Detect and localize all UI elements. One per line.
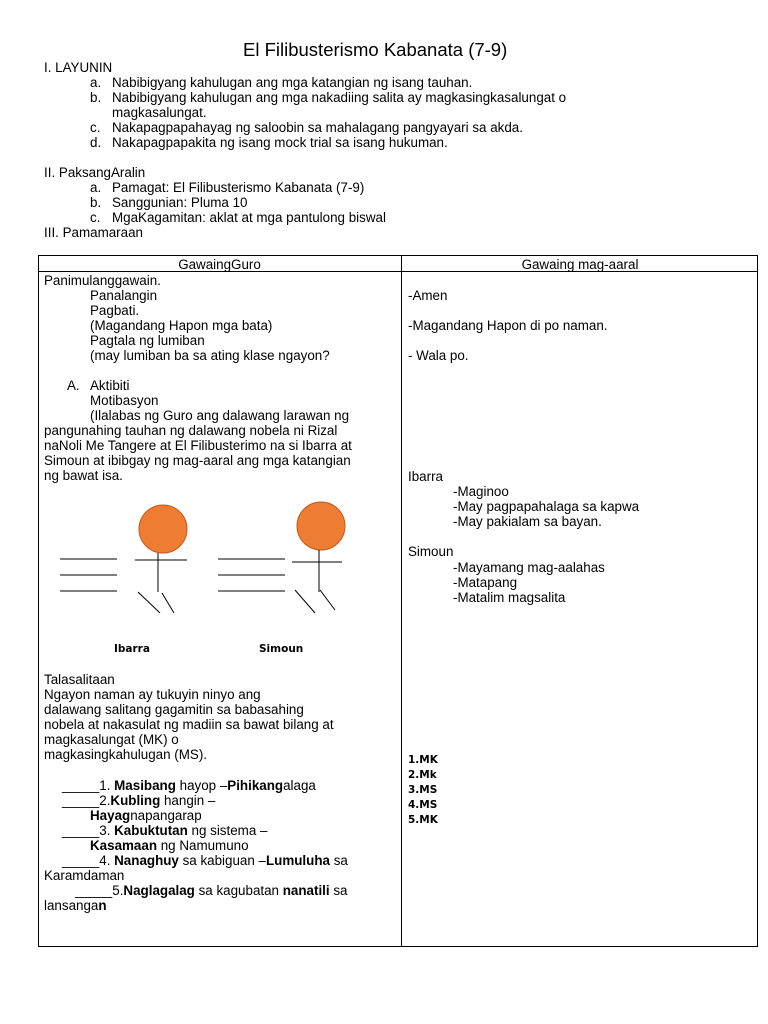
ibarra-head	[139, 505, 187, 553]
emphasized-word: nanatili	[282, 883, 330, 898]
table-header-teacher: GawaingGuro	[178, 257, 261, 272]
vocabulary-instr-3: nobela at nakasulat ng madiin sa bawat bilang at	[44, 717, 334, 732]
vocab-item-4-cont: Karamdaman	[44, 868, 125, 883]
objective-d-marker: d.	[90, 135, 102, 150]
prayer-step: Panalangin	[90, 288, 158, 303]
student-amen: -Amen	[408, 288, 448, 303]
simoun-trait-3: -Matalim magsalita	[453, 590, 566, 605]
table-column-divider	[401, 255, 402, 947]
subject-a-marker: a.	[90, 180, 102, 195]
vocab-item-2	[62, 793, 215, 808]
answer-5: 5.MK	[408, 814, 438, 826]
ibarra-heading: Ibarra	[408, 469, 443, 484]
instruction-line-2: pangunahing tauhan ng dalawang nobela ni Rizal	[44, 423, 338, 438]
emphasized-word: Masibang	[114, 778, 176, 793]
item-text: napangarap	[130, 808, 202, 823]
item-text: hangin –	[160, 793, 216, 808]
item-text-end: n	[98, 898, 107, 913]
objective-a: Nabibigyang kahulugan ang mga katangian ng isang tauhan.	[112, 75, 473, 90]
subject-a: Pamagat: El Filibusterismo Kabanata (7-9)	[112, 180, 365, 195]
emphasized-word: Hayag	[90, 808, 131, 823]
instruction-line-3: naNoli Me Tangere at El Filibusterimo na si Ibarra at	[44, 438, 352, 453]
vocab-item-5-cont	[44, 898, 107, 913]
ibarra-trait-1: -Maginoo	[453, 484, 509, 499]
motivation-heading: Motibasyon	[90, 393, 159, 408]
objective-b: Nabibigyang kahulugan ang mga nakadiing salita ay magkasingkasalungat o	[112, 90, 567, 105]
vocabulary-instr-5: magkasingkahulugan (MS).	[44, 747, 208, 762]
subject-c: MgaKagamitan: aklat at mga pantulong biswal	[112, 210, 386, 225]
emphasized-word: Kabuktutan	[114, 823, 188, 838]
item-text: ng Namumuno	[157, 838, 249, 853]
item-number: 1.	[99, 778, 115, 793]
ibarra-figure	[60, 505, 187, 613]
character-figures	[55, 500, 355, 625]
vocabulary-instr-4: magkasalungat (MK) o	[44, 732, 179, 747]
teacher-greeting: (Magandang Hapon mga bata)	[90, 318, 273, 333]
vocab-item-5	[75, 883, 347, 898]
objective-c-marker: c.	[90, 120, 101, 135]
vocab-item-1	[62, 778, 316, 793]
answer-blank[interactable]: _____	[62, 823, 100, 838]
instruction-line-5: ng bawat isa.	[44, 468, 123, 483]
ibarra-trait-3: -May pakialam sa bayan.	[453, 514, 602, 529]
vocab-item-3-cont	[90, 838, 249, 853]
objective-b-cont: magkasalungat.	[112, 105, 207, 120]
item-number: 2.	[99, 793, 111, 808]
subject-c-marker: c.	[90, 210, 101, 225]
item-number: 4.	[99, 853, 115, 868]
emphasized-word: Kubling	[110, 793, 161, 808]
simoun-heading: Simoun	[408, 544, 454, 559]
student-attendance: - Wala po.	[408, 348, 469, 363]
answer-3: 3.MS	[408, 784, 438, 796]
item-text: hayop –	[175, 778, 228, 793]
student-greeting: -Magandang Hapon di po naman.	[408, 318, 608, 333]
answer-2: 2.Mk	[408, 769, 437, 781]
activity-marker: A.	[67, 378, 80, 393]
attendance-question: (may lumiban ba sa ating klase ngayon?	[90, 348, 330, 363]
emphasized-word: Nanaghuy	[114, 853, 179, 868]
item-number: 3.	[99, 823, 115, 838]
item-text: alaga	[283, 778, 316, 793]
greeting-step: Pagbati.	[90, 303, 140, 318]
vocabulary-instr-1: Ngayon naman ay tukuyin ninyo ang	[44, 687, 261, 702]
emphasized-word: Naglagalag	[123, 883, 195, 898]
subject-b: Sanggunian: Pluma 10	[112, 195, 248, 210]
simoun-trait-1: -Mayamang mag-aalahas	[453, 560, 605, 575]
item-text: sa	[329, 883, 348, 898]
item-text: ng sistema –	[187, 823, 268, 838]
section-2-heading: II. PaksangAralin	[44, 165, 146, 180]
simoun-trait-2: -Matapang	[453, 575, 518, 590]
emphasized-word: Lumuluha	[265, 853, 330, 868]
simoun-head	[297, 502, 345, 550]
item-number: 5.	[112, 883, 124, 898]
answer-blank[interactable]: _____	[62, 778, 100, 793]
simoun-figure	[218, 502, 345, 613]
item-text: lansanga	[44, 898, 99, 913]
item-text: sa	[329, 853, 348, 868]
activity-heading: Aktibiti	[90, 378, 130, 393]
figure-label-ibarra: Ibarra	[114, 643, 150, 655]
vocabulary-instr-2: dalawang salitang gagamitin sa babasahing	[44, 702, 304, 717]
page-title: El Filibusterismo Kabanata (7-9)	[243, 39, 508, 60]
objective-d: Nakapagpapakita ng isang mock trial sa isang hukuman.	[112, 135, 448, 150]
subject-b-marker: b.	[90, 195, 102, 210]
objective-b-marker: b.	[90, 90, 102, 105]
vocab-item-3	[62, 823, 267, 838]
answer-4: 4.MS	[408, 799, 438, 811]
answer-blank[interactable]: _____	[75, 883, 113, 898]
objective-a-marker: a.	[90, 75, 102, 90]
section-3-heading: III. Pamamaraan	[44, 225, 143, 240]
instruction-line-4: Simoun at ibibgay ng mag-aaral ang mga katangian	[44, 453, 351, 468]
answer-blank[interactable]: _____	[62, 793, 100, 808]
vocab-item-4	[62, 853, 348, 868]
answer-1: 1.MK	[408, 754, 438, 766]
instruction-line-1: (Ilalabas ng Guro ang dalawang larawan ng	[90, 408, 350, 423]
emphasized-word: Pihikang	[227, 778, 284, 793]
intro-heading: Panimulanggawain.	[44, 273, 161, 288]
figure-label-simoun: Simoun	[259, 643, 304, 655]
vocabulary-heading: Talasalitaan	[44, 672, 115, 687]
item-text: sa kabiguan –	[178, 853, 266, 868]
attendance-step: Pagtala ng lumiban	[90, 333, 205, 348]
item-text: sa kagubatan	[194, 883, 283, 898]
section-1-heading: I. LAYUNIN	[44, 60, 113, 75]
emphasized-word: Kasamaan	[90, 838, 157, 853]
objective-c: Nakapagpapahayag ng saloobin sa mahalagang pangyayari sa akda.	[112, 120, 523, 135]
answer-blank[interactable]: _____	[62, 853, 100, 868]
table-header-student: Gawaing mag-aaral	[521, 257, 639, 272]
vocab-item-2-cont	[90, 808, 202, 823]
ibarra-trait-2: -May pagpapahalaga sa kapwa	[453, 499, 640, 514]
